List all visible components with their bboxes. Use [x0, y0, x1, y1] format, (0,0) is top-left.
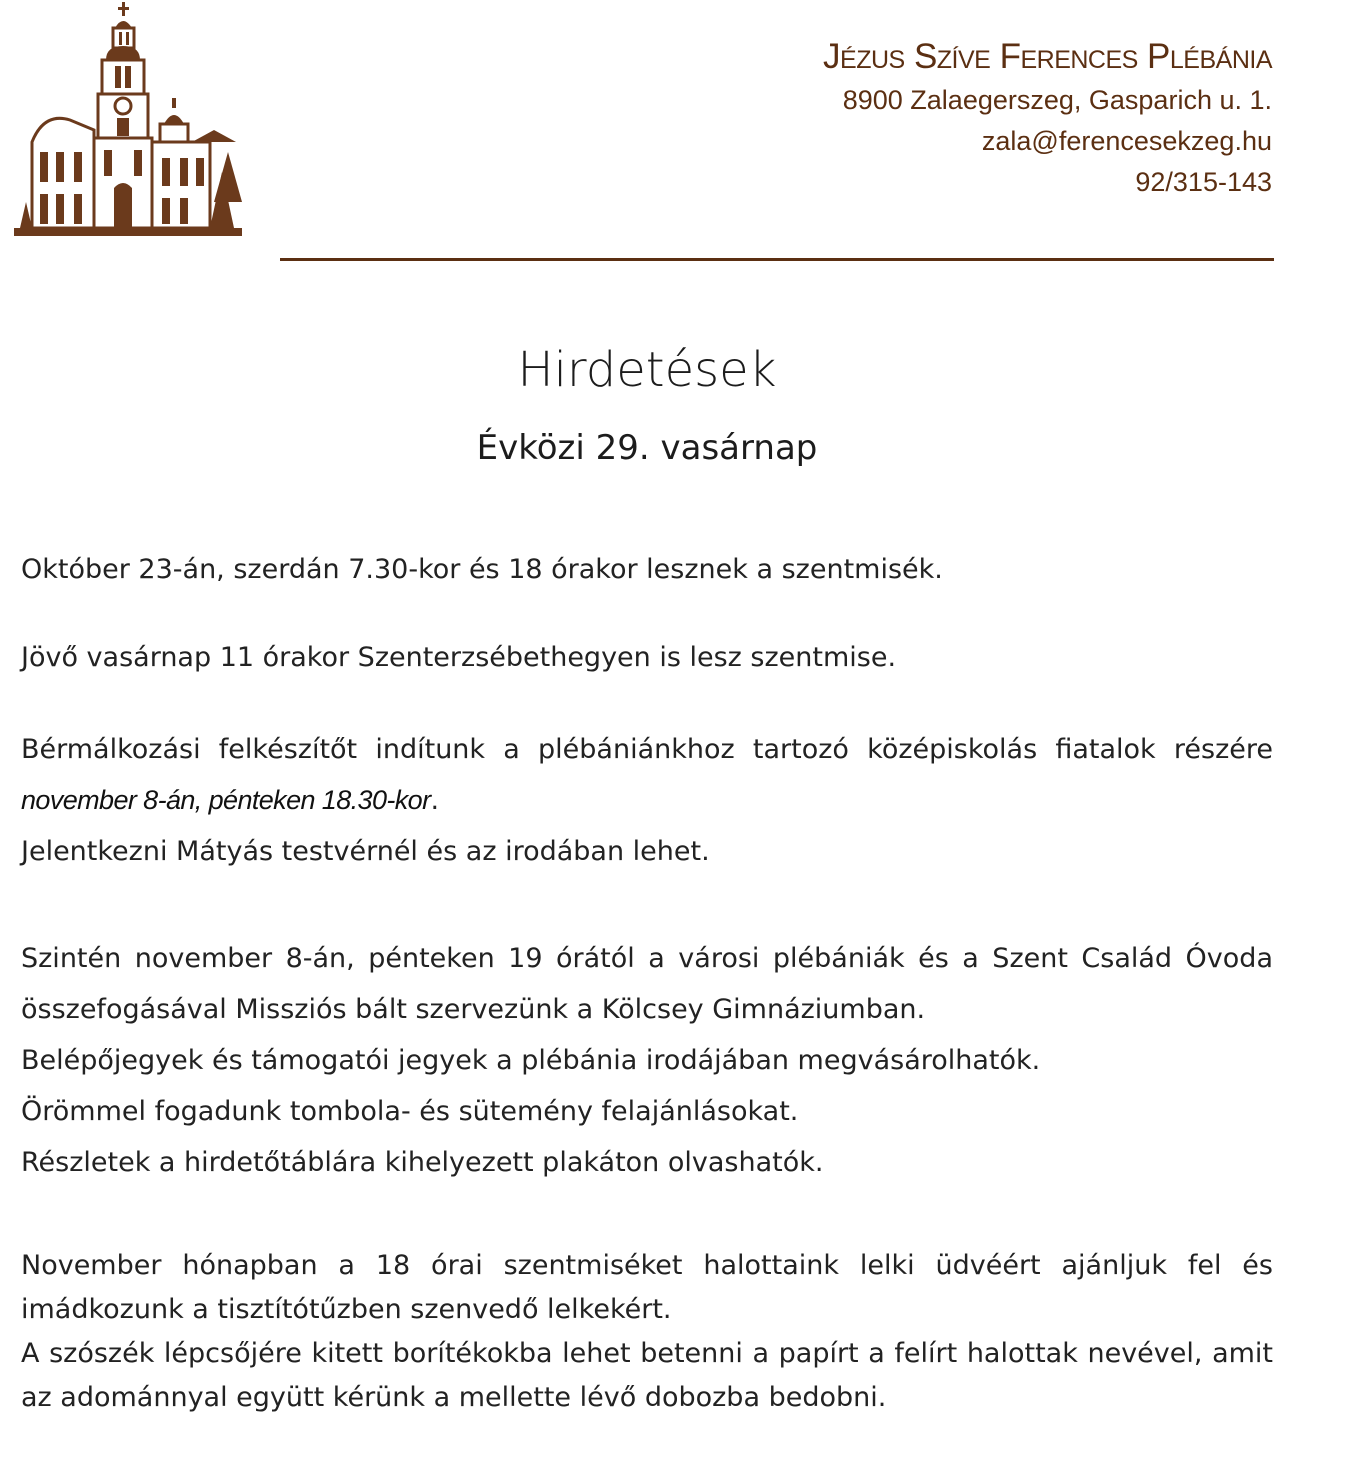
announcement-confirmation [21, 724, 1273, 877]
ball-line-3: Belépőjegyek és támogatói jegyek a plébánia irodájában megvásárolhatók. [21, 1045, 1041, 1076]
confirmation-line-1: Bérmálkozási felkészítőt indítunk a plébániánkhoz tartozó középiskolás fiatalok részére [21, 734, 1273, 765]
november-masses-text: November hónapban a 18 órai szentmiséket halottaink lelki üdvéért ajánljuk fel és imádkozunk a tisztítótűzben szenvedő lelkekért. [21, 1250, 1273, 1325]
parish-header [823, 34, 1272, 203]
parish-address: 8900 Zalaegerszeg, Gasparich u. 1. [842, 85, 1272, 115]
confirmation-date: november 8-án, pénteken 18.30-kor [21, 785, 431, 815]
header-divider [280, 258, 1274, 261]
announcement-mass-times: Október 23-án, szerdán 7.30-kor és 18 órakor lesznek a szentmisék. [21, 554, 943, 585]
ball-line-1: Szintén november 8-án, pénteken 19 órától a városi plébániák és a Szent Család Óvoda [21, 943, 1273, 974]
announcement-sunday-mass: Jövő vasárnap 11 órakor Szenterzsébethegyen is lesz szentmise. [21, 642, 897, 673]
announcements [21, 548, 1273, 1420]
parish-phone: 92/315-143 [1135, 167, 1272, 197]
announcement-mission-ball [21, 933, 1273, 1188]
parish-email[interactable]: zala@ferencesekzeg.hu [981, 126, 1272, 156]
parish-name: Jézus Szíve Ferences Plébánia [823, 37, 1272, 76]
ball-line-4: Örömmel fogadunk tombola- és sütemény felajánlásokat. [21, 1096, 799, 1127]
confirmation-date-period: . [430, 785, 440, 816]
announcement-november-masses [21, 1244, 1273, 1420]
ball-line-5: Részletek a hirdetőtáblára kihelyezett plakáton olvashatók. [21, 1147, 824, 1178]
confirmation-line-2 [21, 775, 1273, 826]
ball-line-2: összefogásával Missziós bált szervezünk a Kölcsey Gimnáziumban. [21, 994, 926, 1025]
page-title: Hirdetések [517, 342, 777, 398]
confirmation-line-3: Jelentkezni Mátyás testvérnél és az irodában lehet. [21, 836, 710, 867]
november-envelopes-text: A szószék lépcsőjére kitett borítékokba lehet betenni a papírt a felírt halottak nevével, amit az adománnyal együtt kérünk a mellette lévő dobozba bedobni. [21, 1338, 1273, 1413]
church-tower-icon [14, 2, 244, 238]
page-subtitle: Évközi 29. vasárnap [476, 428, 818, 468]
